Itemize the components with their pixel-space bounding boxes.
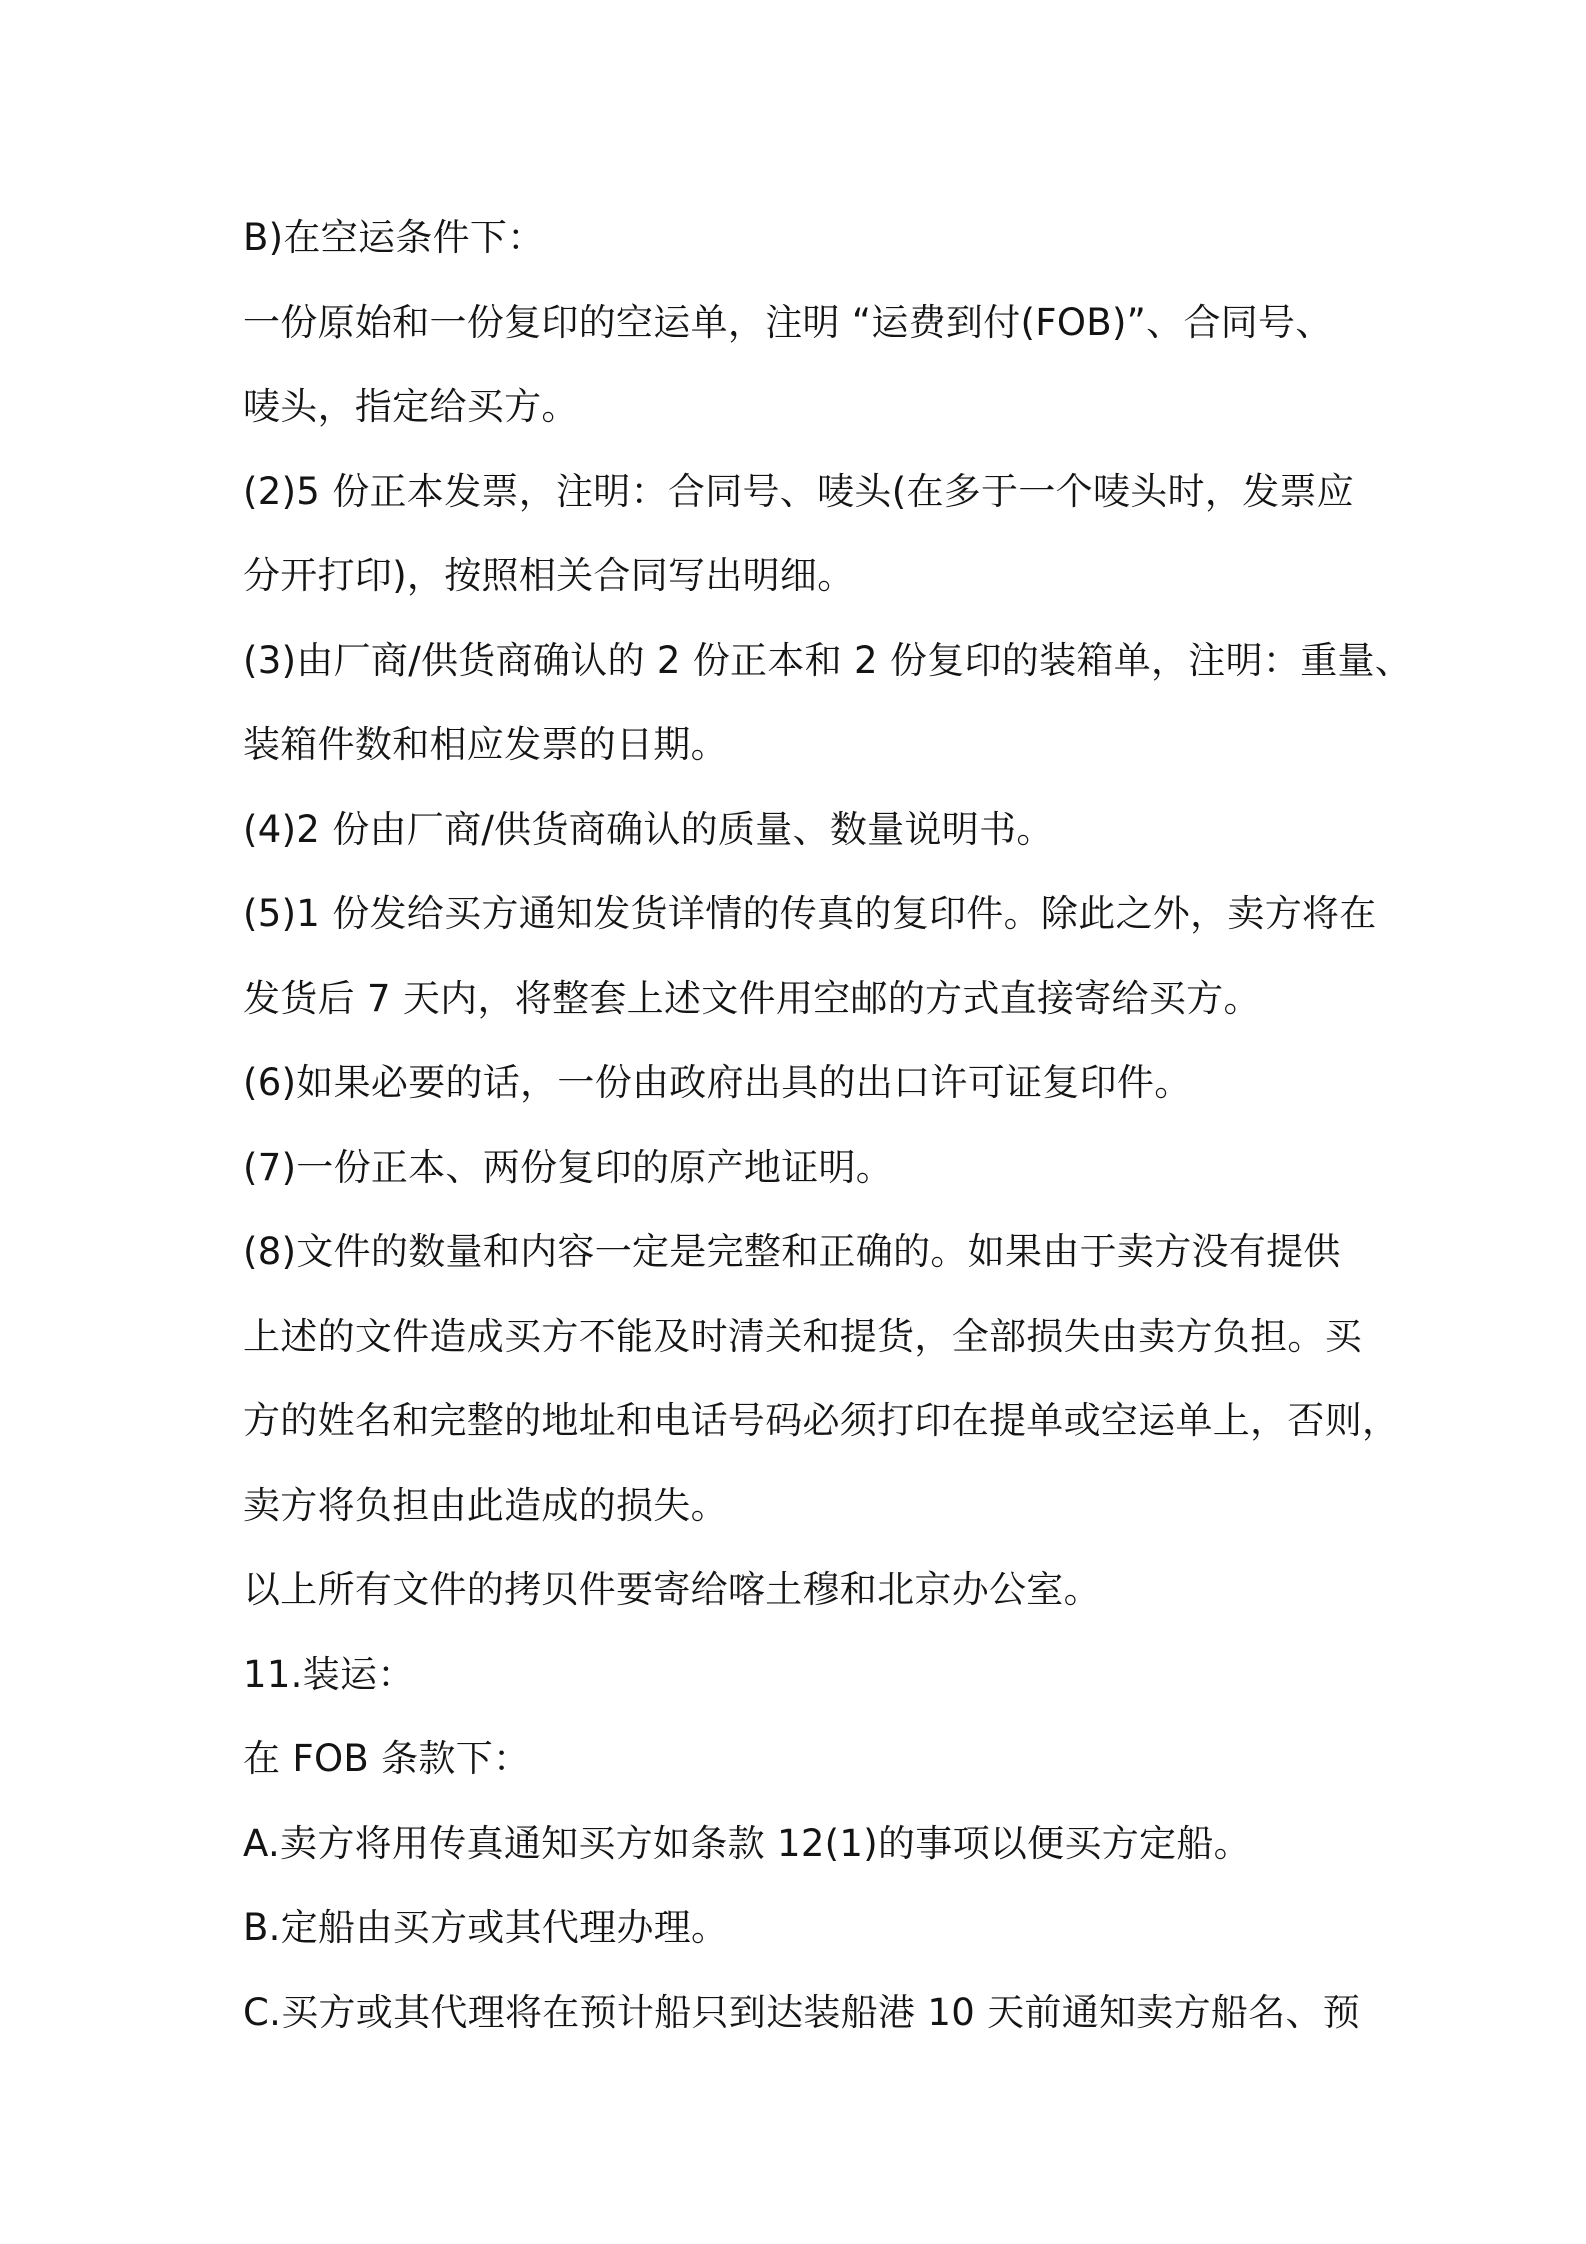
text-line: (5)1 份发给买方通知发货详情的传真的复印件。除此之外，卖方将在 bbox=[243, 892, 1377, 935]
text-line: (2)5 份正本发票，注明：合同号、唛头(在多于一个唛头时，发票应 bbox=[243, 469, 1355, 513]
text-line: (6)如果必要的话，一份由政府出具的出口许可证复印件。 bbox=[243, 1061, 1192, 1104]
text-line: 在 FOB 条款下： bbox=[243, 1737, 531, 1780]
text-line: A.卖方将用传真通知买方如条款 12(1)的事项以便买方定船。 bbox=[243, 1821, 1251, 1865]
text-line: 发货后 7 天内，将整套上述文件用空邮的方式直接寄给买方。 bbox=[243, 976, 1261, 1020]
text-line: (7)一份正本、两份复印的原产地证明。 bbox=[243, 1145, 894, 1189]
document-body bbox=[243, 196, 1413, 2055]
text-line: B.定船由买方或其代理办理。 bbox=[243, 1906, 729, 1949]
text-line: 唛头，指定给买方。 bbox=[243, 385, 579, 428]
text-line: (4)2 份由厂商/供货商确认的质量、数量说明书。 bbox=[243, 807, 1054, 851]
text-line: 以上所有文件的拷贝件要寄给喀土穆和北京办公室。 bbox=[243, 1568, 1101, 1611]
text-line: 上述的文件造成买方不能及时清关和提货，全部损失由卖方负担。买 bbox=[243, 1314, 1362, 1358]
text-line: 卖方将负担由此造成的损失。 bbox=[243, 1483, 728, 1527]
text-line: 分开打印)，按照相关合同写出明细。 bbox=[243, 554, 855, 597]
text-line: (3)由厂商/供货商确认的 2 份正本和 2 份复印的装箱单，注明：重量、 bbox=[243, 638, 1413, 682]
text-line: 方的姓名和完整的地址和电话号码必须打印在提单或空运单上，否则， bbox=[243, 1399, 1400, 1442]
text-line: (8)文件的数量和内容一定是完整和正确的。如果由于卖方没有提供 bbox=[243, 1230, 1341, 1273]
text-line: B)在空运条件下： bbox=[243, 216, 545, 259]
text-line: 一份原始和一份复印的空运单，注明 “运费到付(FOB)”、合同号、 bbox=[243, 300, 1333, 344]
text-line: 装箱件数和相应发票的日期。 bbox=[243, 723, 728, 766]
section-heading: 11.装运： bbox=[243, 1652, 415, 1696]
text-line: C.买方或其代理将在预计船只到达装船港 10 天前通知卖方船名、预 bbox=[243, 1990, 1361, 2034]
